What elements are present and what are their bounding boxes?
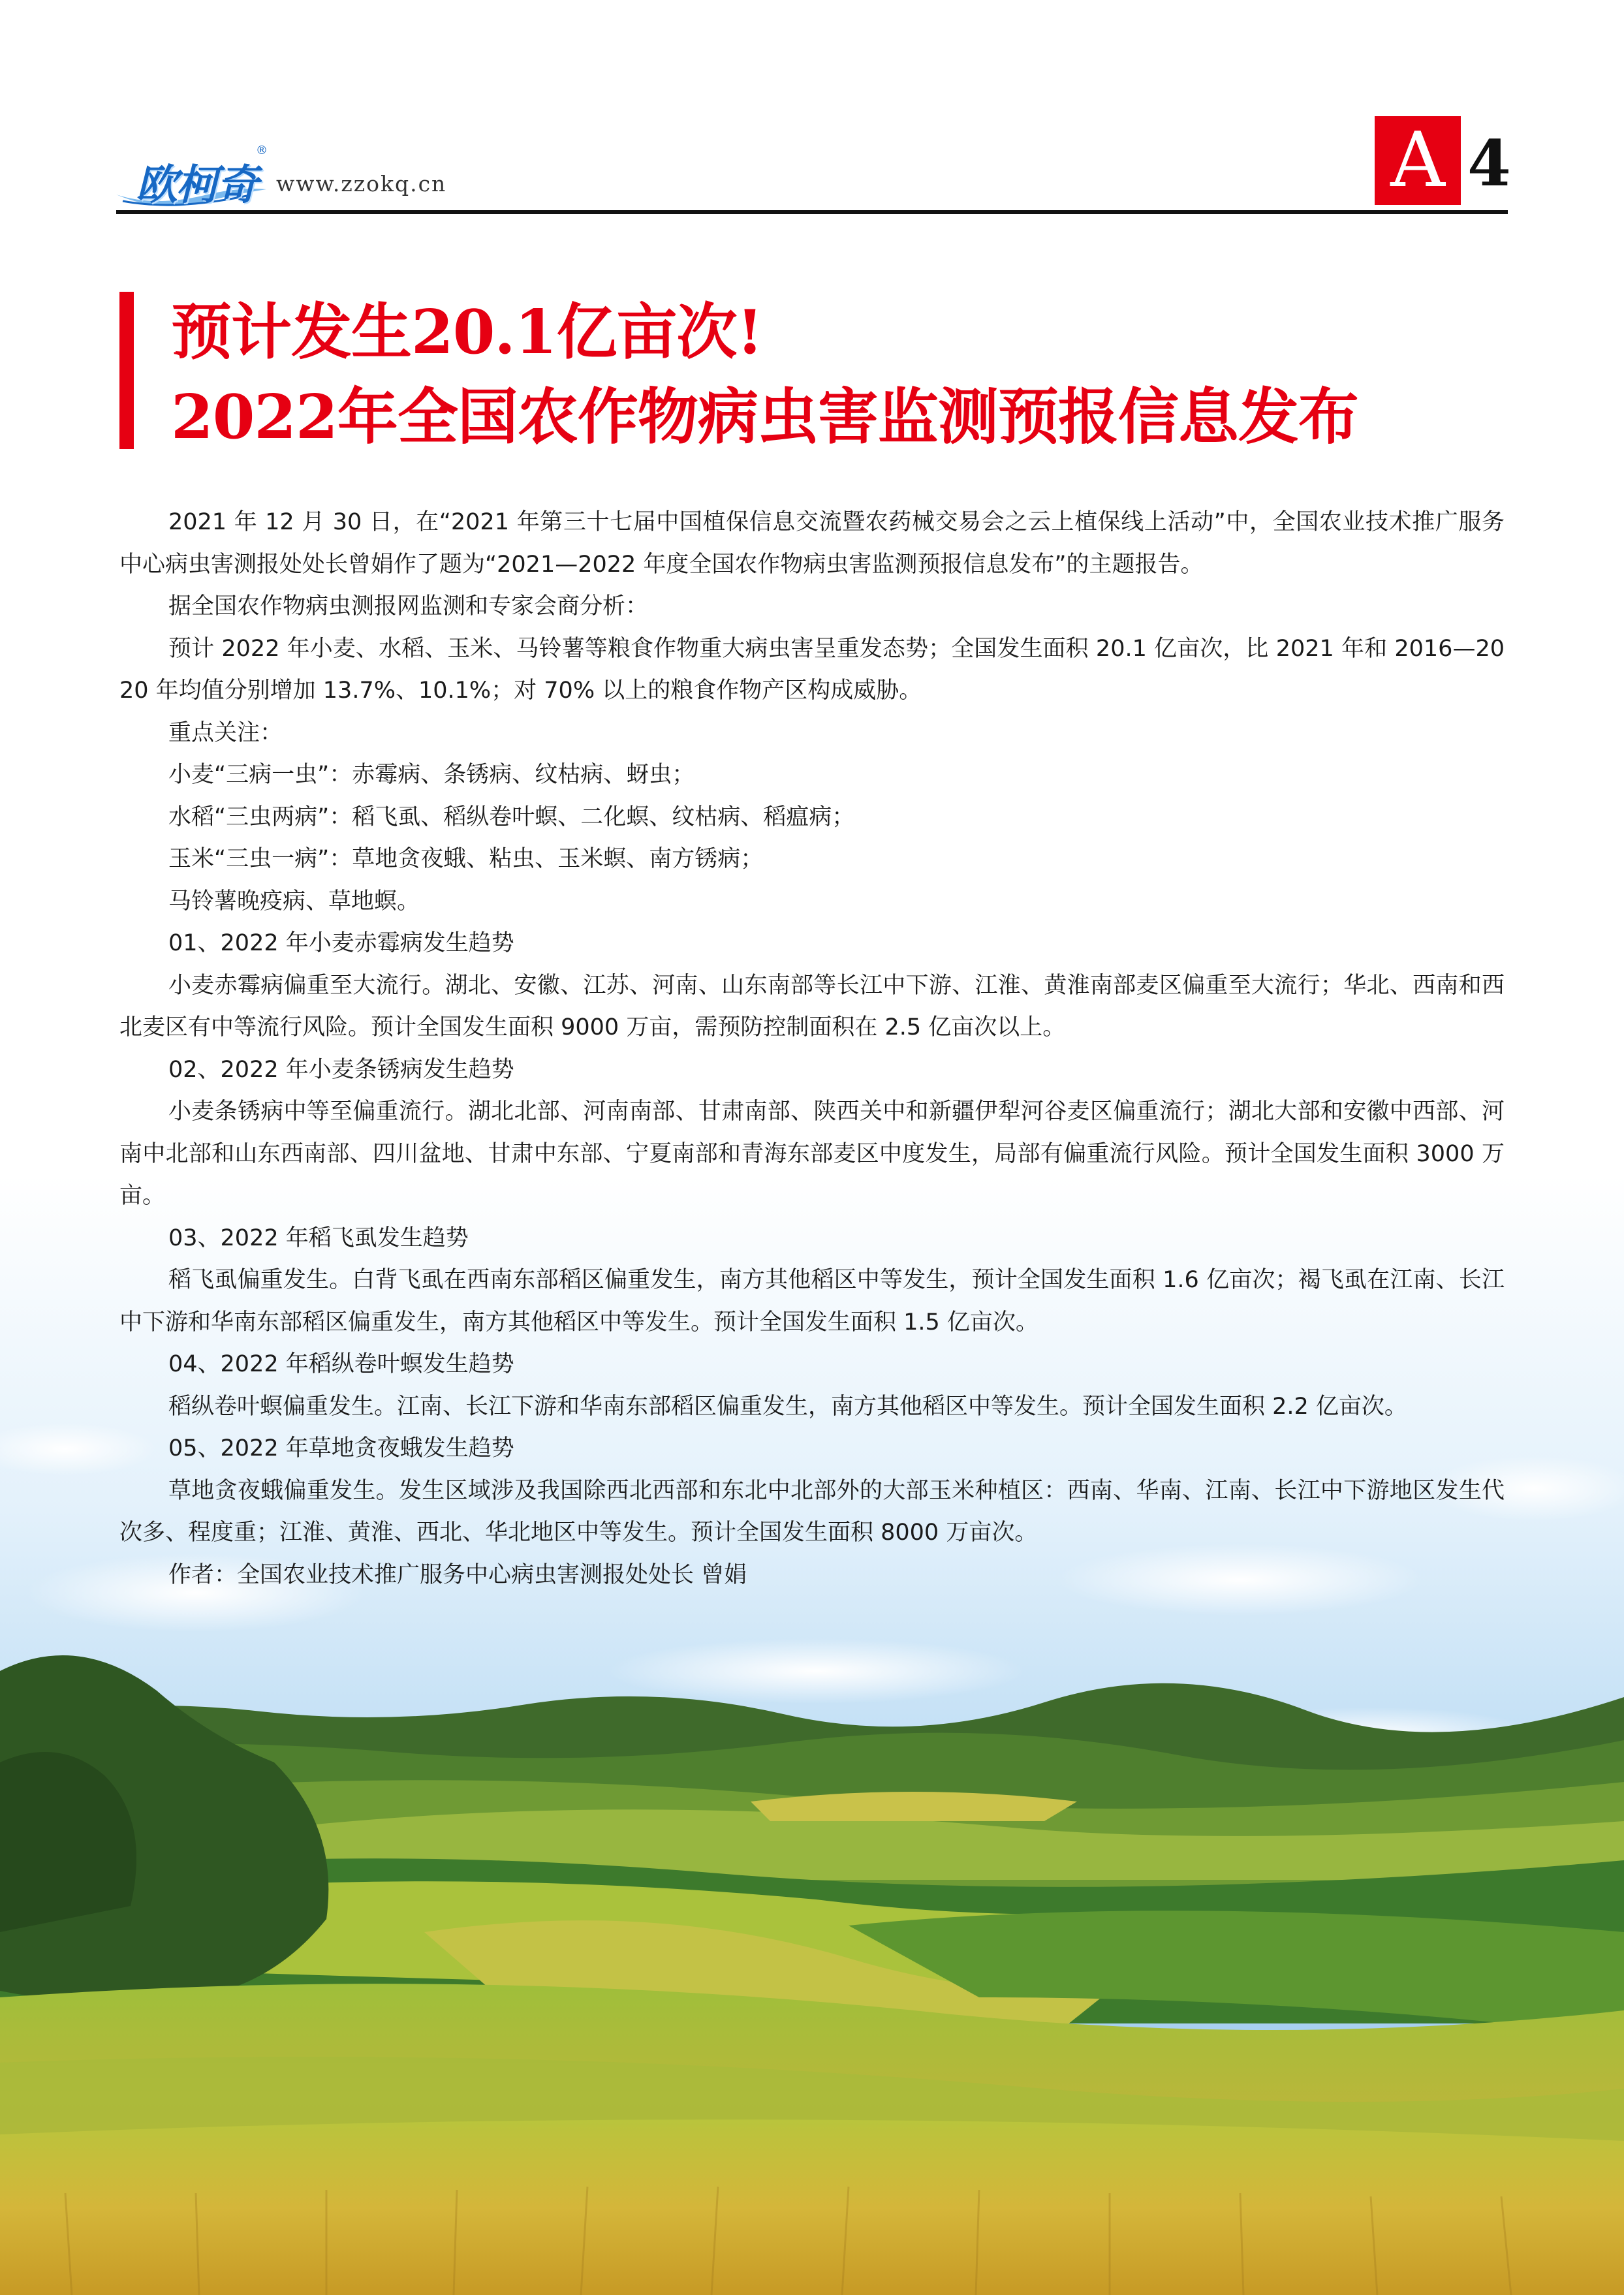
site-url[interactable]: www.zzokq.cn (276, 171, 447, 196)
section-badge: A (1375, 116, 1461, 205)
logo-registered-mark: ® (256, 144, 268, 157)
header-divider (116, 210, 1508, 214)
paragraph-intro: 2021 年 12 月 30 日，在“2021 年第三十七届中国植保信息交流暨农药械交易会之云上植保线上活动”中，全国农业技术推广服务中心病虫害测报处处长曾娟作了题为“2021—2022 年度全国农作物病虫害监测预报信息发布”的主题报告。 (119, 509, 1505, 578)
logo-text: 欧柯奇 (136, 161, 257, 210)
brand-logo (116, 144, 268, 210)
page-title (171, 290, 1516, 460)
title-line-2: 2022年全国农作物病虫害监测预报信息发布 (171, 381, 1358, 452)
title-accent-bar (119, 292, 134, 449)
section-body-04: 稻纵卷叶螟偏重发生。江南、长江下游和华南东部稻区偏重发生，南方其他稻区中等发生。预计全国发生面积 2.2 亿亩次。 (168, 1393, 1407, 1420)
paragraph-potato-focus: 马铃薯晚疫病、草地螟。 (168, 888, 420, 914)
paragraph-focus-heading: 重点关注： (168, 719, 283, 746)
section-heading-04: 04、2022 年稻纵卷叶螟发生趋势 (168, 1351, 514, 1377)
section-body-02: 小麦条锈病中等至偏重流行。湖北北部、河南南部、甘肃南部、陕西关中和新疆伊犁河谷麦区偏重流行；湖北大部和安徽中西部、河南中北部和山东西南部、四川盆地、甘肃中东部、宁夏南部和青海东部麦区中度发生，局部有偏重流行风险。预计全国发生面积 3000 万亩。 (119, 1099, 1505, 1209)
title-line-1: 预计发生20.1亿亩次! (171, 296, 763, 367)
paragraph-source: 据全国农作物病虫测报网监测和专家会商分析： (168, 593, 649, 619)
paragraph-forecast: 预计 2022 年小麦、水稻、玉米、马铃薯等粮食作物重大病虫害呈重发态势；全国发生面积 20.1 亿亩次，比 2021 年和 2016—2020 年均值分别增加 13.7%、10.1%；对 70% 以上的粮食作物产区构成威胁。 (119, 635, 1505, 704)
section-body-01: 小麦赤霉病偏重至大流行。湖北、安徽、江苏、河南、山东南部等长江中下游、江淮、黄淮南部麦区偏重至大流行；华北、西南和西北麦区有中等流行风险。预计全国发生面积 9000 万亩，需预防控制面积在 2.5 亿亩次以上。 (119, 972, 1505, 1040)
section-body-03: 稻飞虱偏重发生。白背飞虱在西南东部稻区偏重发生，南方其他稻区中等发生，预计全国发生面积 1.6 亿亩次；褐飞虱在江南、长江中下游和华南东部稻区偏重发生，南方其他稻区中等发生。预计全国发生面积 1.5 亿亩次。 (119, 1267, 1505, 1335)
section-heading-01: 01、2022 年小麦赤霉病发生趋势 (168, 930, 514, 956)
article-body (119, 501, 1505, 1596)
page-number: 4 (1467, 127, 1511, 200)
paragraph-wheat-focus: 小麦“三病一虫”：赤霉病、条锈病、纹枯病、蚜虫； (168, 762, 695, 788)
author-line: 作者：全国农业技术推广服务中心病虫害测报处处长 曾娟 (168, 1561, 747, 1588)
section-heading-05: 05、2022 年草地贪夜蛾发生趋势 (168, 1435, 514, 1461)
section-body-05: 草地贪夜蛾偏重发生。发生区域涉及我国除西北西部和东北中北部外的大部玉米种植区：西南、华南、江南、长江中下游地区发生代次多、程度重；江淮、黄淮、西北、华北地区中等发生。预计全国发生面积 8000 万亩次。 (119, 1477, 1505, 1546)
paragraph-rice-focus: 水稻“三虫两病”：稻飞虱、稻纵卷叶螟、二化螟、纹枯病、稻瘟病； (168, 804, 855, 830)
section-heading-02: 02、2022 年小麦条锈病发生趋势 (168, 1056, 514, 1083)
paragraph-corn-focus: 玉米“三虫一病”：草地贪夜蛾、粘虫、玉米螟、南方锈病； (168, 846, 764, 872)
section-heading-03: 03、2022 年稻飞虱发生趋势 (168, 1225, 469, 1251)
